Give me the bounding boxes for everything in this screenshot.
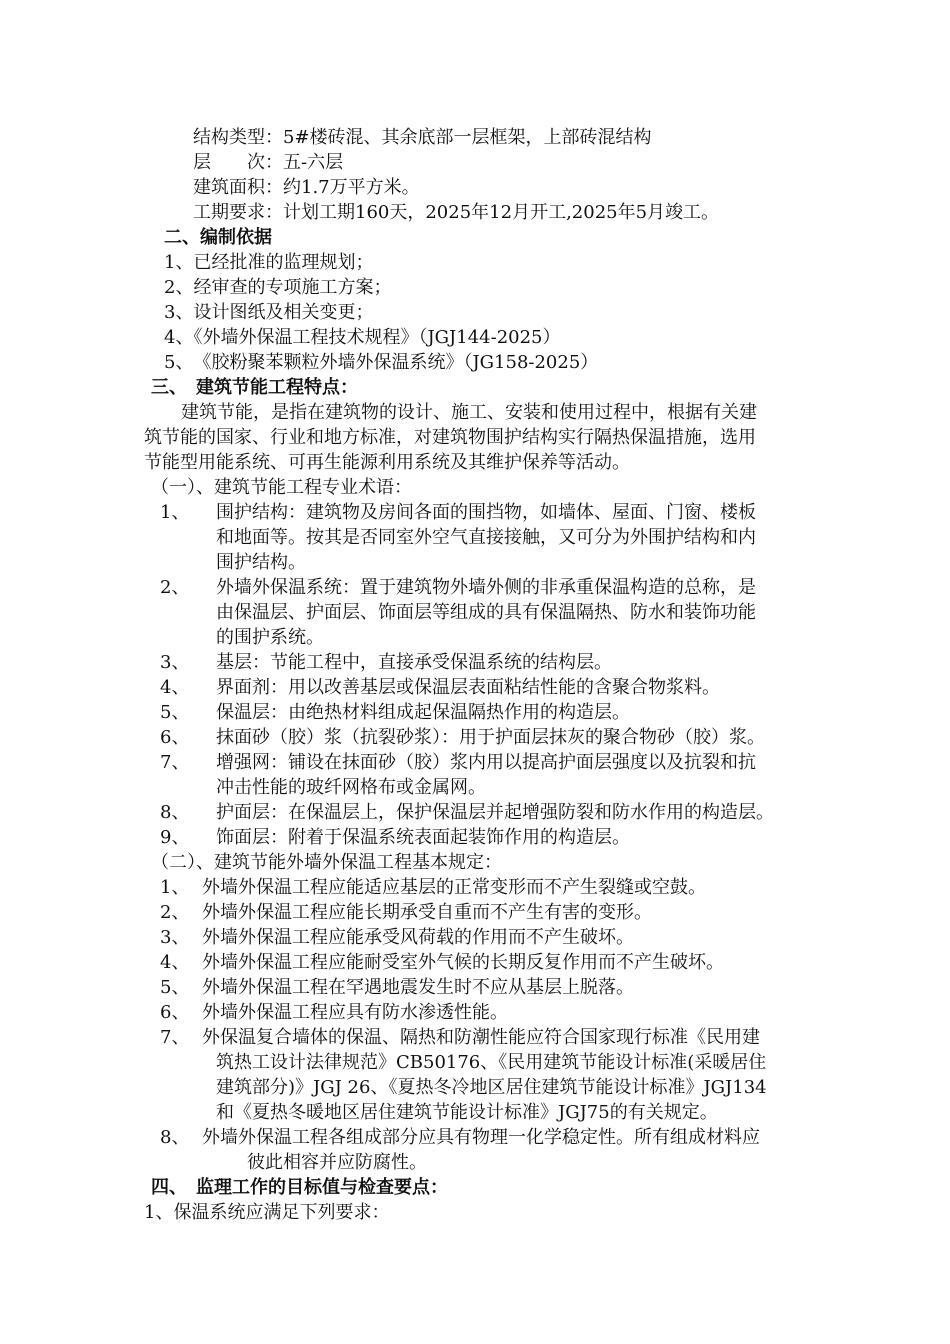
- term-number: 3、: [160, 652, 190, 673]
- term-line: 抹面砂（胶）浆（抗裂砂浆）：用于护面层抹灰的聚合物砂（胶）浆。: [216, 727, 765, 748]
- rule-line: 外墙外保温工程各组成部分应具有物理一化学稳定性。所有组成材料应: [202, 1127, 760, 1148]
- rule-line: 外保温复合墙体的保温、隔热和防潮性能应符合国家现行标准《民用建: [202, 1027, 760, 1048]
- rule-number: 6、: [160, 1002, 190, 1023]
- project-structure-type: 结构类型：5#楼砖混、其余底部一层框架，上部砖混结构: [193, 127, 652, 148]
- basis-item: 5、 《胶粉聚苯颗粒外墙外保温系统》（JG158-2025）: [164, 352, 599, 373]
- section2-heading: 二、编制依据: [164, 227, 272, 248]
- rule-line: 外墙外保温工程在罕遇地震发生时不应从基层上脱落。: [202, 977, 634, 998]
- intro-line: 建筑节能，是指在建筑物的设计、施工、安装和使用过程中，根据有关建: [181, 402, 757, 423]
- section3-heading: 三、 建筑节能工程特点：: [151, 377, 358, 398]
- term-line: 界面剂：用以改善基层或保温层表面粘结性能的含聚合物浆料。: [216, 677, 720, 698]
- rules-subheading: （二）、建筑节能外墙外保温工程基本规定：: [151, 852, 502, 873]
- term-line: 冲击性能的玻纤网格布或金属网。: [216, 777, 486, 798]
- rule-line: 外墙外保温工程应能耐受室外气候的长期反复作用而不产生破坏。: [202, 952, 724, 973]
- term-number: 6、: [160, 727, 190, 748]
- rule-line: 外墙外保温工程应能长期承受自重而不产生有害的变形。: [202, 902, 652, 923]
- terms-subheading: （一）、建筑节能工程专业术语：: [151, 477, 412, 498]
- term-line: 保温层：由绝热材料组成起保温隔热作用的构造层。: [216, 702, 630, 723]
- term-number: 8、: [160, 802, 190, 823]
- rule-line: 建筑部分)》JGJ 26、《夏热冬冷地区居住建筑节能设计标准》JGJ134: [216, 1077, 767, 1098]
- section4-item: 1、保温系统应满足下列要求：: [144, 1202, 390, 1223]
- rule-line: 彼此相容并应防腐性。: [247, 1152, 427, 1173]
- intro-line: 节能型用能系统、可再生能源利用系统及其维护保养等活动。: [144, 452, 630, 473]
- term-line: 由保温层、护面层、饰面层等组成的具有保温隔热、防水和装饰功能: [216, 602, 756, 623]
- rule-line: 和《夏热冬暖地区居住建筑节能设计标准》JGJ75的有关规定。: [216, 1102, 718, 1123]
- rule-line: 外墙外保温工程应具有防水渗透性能。: [202, 1002, 508, 1023]
- intro-line: 筑节能的国家、行业和地方标准，对建筑物围护结构实行隔热保温措施，选用: [144, 427, 756, 448]
- term-line: 和地面等。按其是否同室外空气直接接触，又可分为外围护结构和内: [216, 527, 756, 548]
- term-number: 2、: [160, 577, 190, 598]
- rule-line: 筑热工设计法律规范》CB50176、《民用建筑节能设计标准(采暖居住: [216, 1052, 767, 1073]
- rule-line: 外墙外保温工程应能适应基层的正常变形而不产生裂缝或空鼓。: [202, 877, 706, 898]
- rule-number: 3、: [160, 927, 190, 948]
- term-line: 围护结构。: [216, 552, 306, 573]
- rule-number: 8、: [160, 1127, 190, 1148]
- term-line: 增强网：铺设在抹面砂（胶）浆内用以提高护面层强度以及抗裂和抗: [216, 752, 756, 773]
- term-number: 9、: [160, 827, 190, 848]
- term-line: 饰面层：附着于保温系统表面起装饰作用的构造层。: [216, 827, 630, 848]
- term-line: 基层：节能工程中，直接承受保温系统的结构层。: [216, 652, 612, 673]
- rule-number: 7、: [160, 1027, 190, 1048]
- rule-number: 4、: [160, 952, 190, 973]
- rule-line: 外墙外保温工程应能承受风荷载的作用而不产生破坏。: [202, 927, 634, 948]
- basis-item: 4、《外墙外保温工程技术规程》（JGJ144-2025）: [164, 327, 561, 348]
- rule-number: 2、: [160, 902, 190, 923]
- basis-item: 1、已经批准的监理规划；: [164, 252, 374, 273]
- term-line: 围护结构：建筑物及房间各面的围挡物，如墙体、屋面、门窗、楼板: [216, 502, 756, 523]
- term-number: 7、: [160, 752, 190, 773]
- term-line: 外墙外保温系统：置于建筑物外墙外侧的非承重保温构造的总称，是: [216, 577, 756, 598]
- rule-number: 5、: [160, 977, 190, 998]
- term-line: 的围护系统。: [216, 627, 324, 648]
- term-number: 5、: [160, 702, 190, 723]
- section4-heading: 四、 监理工作的目标值与检查要点：: [151, 1177, 448, 1198]
- basis-item: 2、经审查的专项施工方案；: [164, 277, 392, 298]
- basis-item: 3、设计图纸及相关变更；: [164, 302, 374, 323]
- project-area: 建筑面积：约1.7万平方米。: [193, 177, 420, 198]
- rule-number: 1、: [160, 877, 190, 898]
- project-schedule: 工期要求：计划工期160天，2025年12月开工,2025年5月竣工。: [193, 202, 720, 223]
- term-line: 护面层：在保温层上，保护保温层并起增强防裂和防水作用的构造层。: [216, 802, 774, 823]
- term-number: 4、: [160, 677, 190, 698]
- term-number: 1、: [160, 502, 190, 523]
- project-floors: 层 次：五-六层: [193, 152, 344, 173]
